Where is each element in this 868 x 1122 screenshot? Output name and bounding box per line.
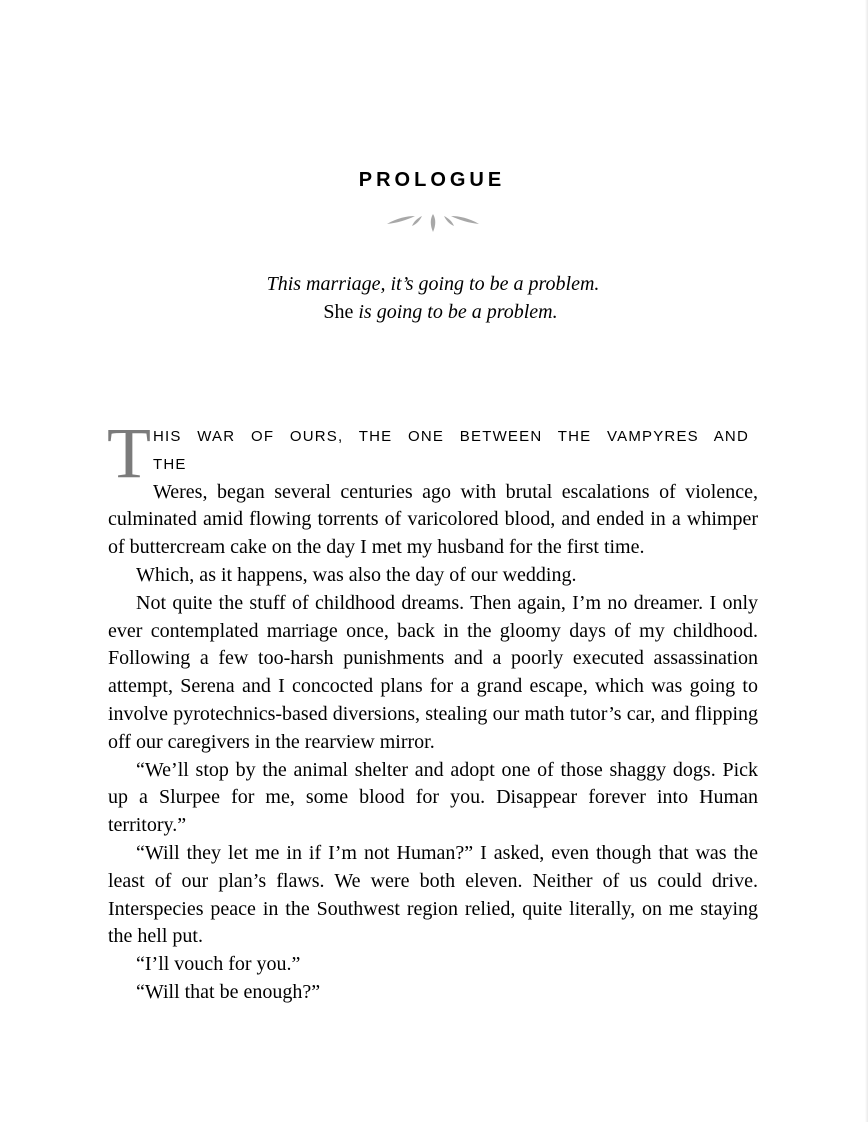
paragraph-7: “Will that be enough?” — [136, 980, 321, 1003]
epigraph — [0, 270, 866, 326]
drop-cap: T — [107, 413, 151, 493]
chapter-title: PROLOGUE — [358, 169, 506, 191]
epigraph-line-2-italic: is going to be a problem. — [353, 301, 558, 323]
paragraph-3: Not quite the stuff of childhood dreams. Then again, I’m no dreamer. I only ever contemplated marriage once, back in the gloomy days of my childhood. Following a few too-harsh punishments and a poorly executed assassination attempt, Serena and I concocted plans for a grand escape, which was going to involve pyrotechnics-based diversions, stealing our math tutor’s car, and flipping off our caregivers in the rearview mirror. — [108, 591, 758, 753]
chapter-body — [107, 413, 758, 1007]
paragraph-2: Which, as it happens, was also the day of our wedding. — [136, 563, 577, 586]
small-caps-lead-in: HIS WAR OF OURS, THE ONE BETWEEN THE VAMPYRES AND THE — [152, 428, 749, 473]
paragraph-5: “Will they let me in if I’m not Human?” I asked, even though that was the least of our plan’s flaws. We were both eleven. Neither of us could drive. Interspecies peace in the Southwest region relied, quite literally, on me staying the hell put. — [108, 841, 758, 948]
leaf-flourish-ornament-icon — [385, 210, 481, 234]
paragraph-1-text: Weres, began several centuries ago with brutal escalations of violence, culminated amid flowing torrents of varicolored blood, and ended in a whimper of buttercream cake on the day I met my husband for the first time. — [108, 480, 758, 559]
epigraph-line-2 — [0, 298, 866, 326]
paragraph-1 — [107, 413, 758, 562]
paragraph-6: “I’ll vouch for you.” — [136, 953, 301, 976]
epigraph-line-1: This marriage, it’s going to be a problem. — [266, 273, 600, 295]
epigraph-line-2-roman: She — [323, 301, 354, 323]
paragraph-4: “We’ll stop by the animal shelter and adopt one of those shaggy dogs. Pick up a Slurpee for me, some blood for you. Disappear forever into Human territory.” — [108, 758, 758, 837]
